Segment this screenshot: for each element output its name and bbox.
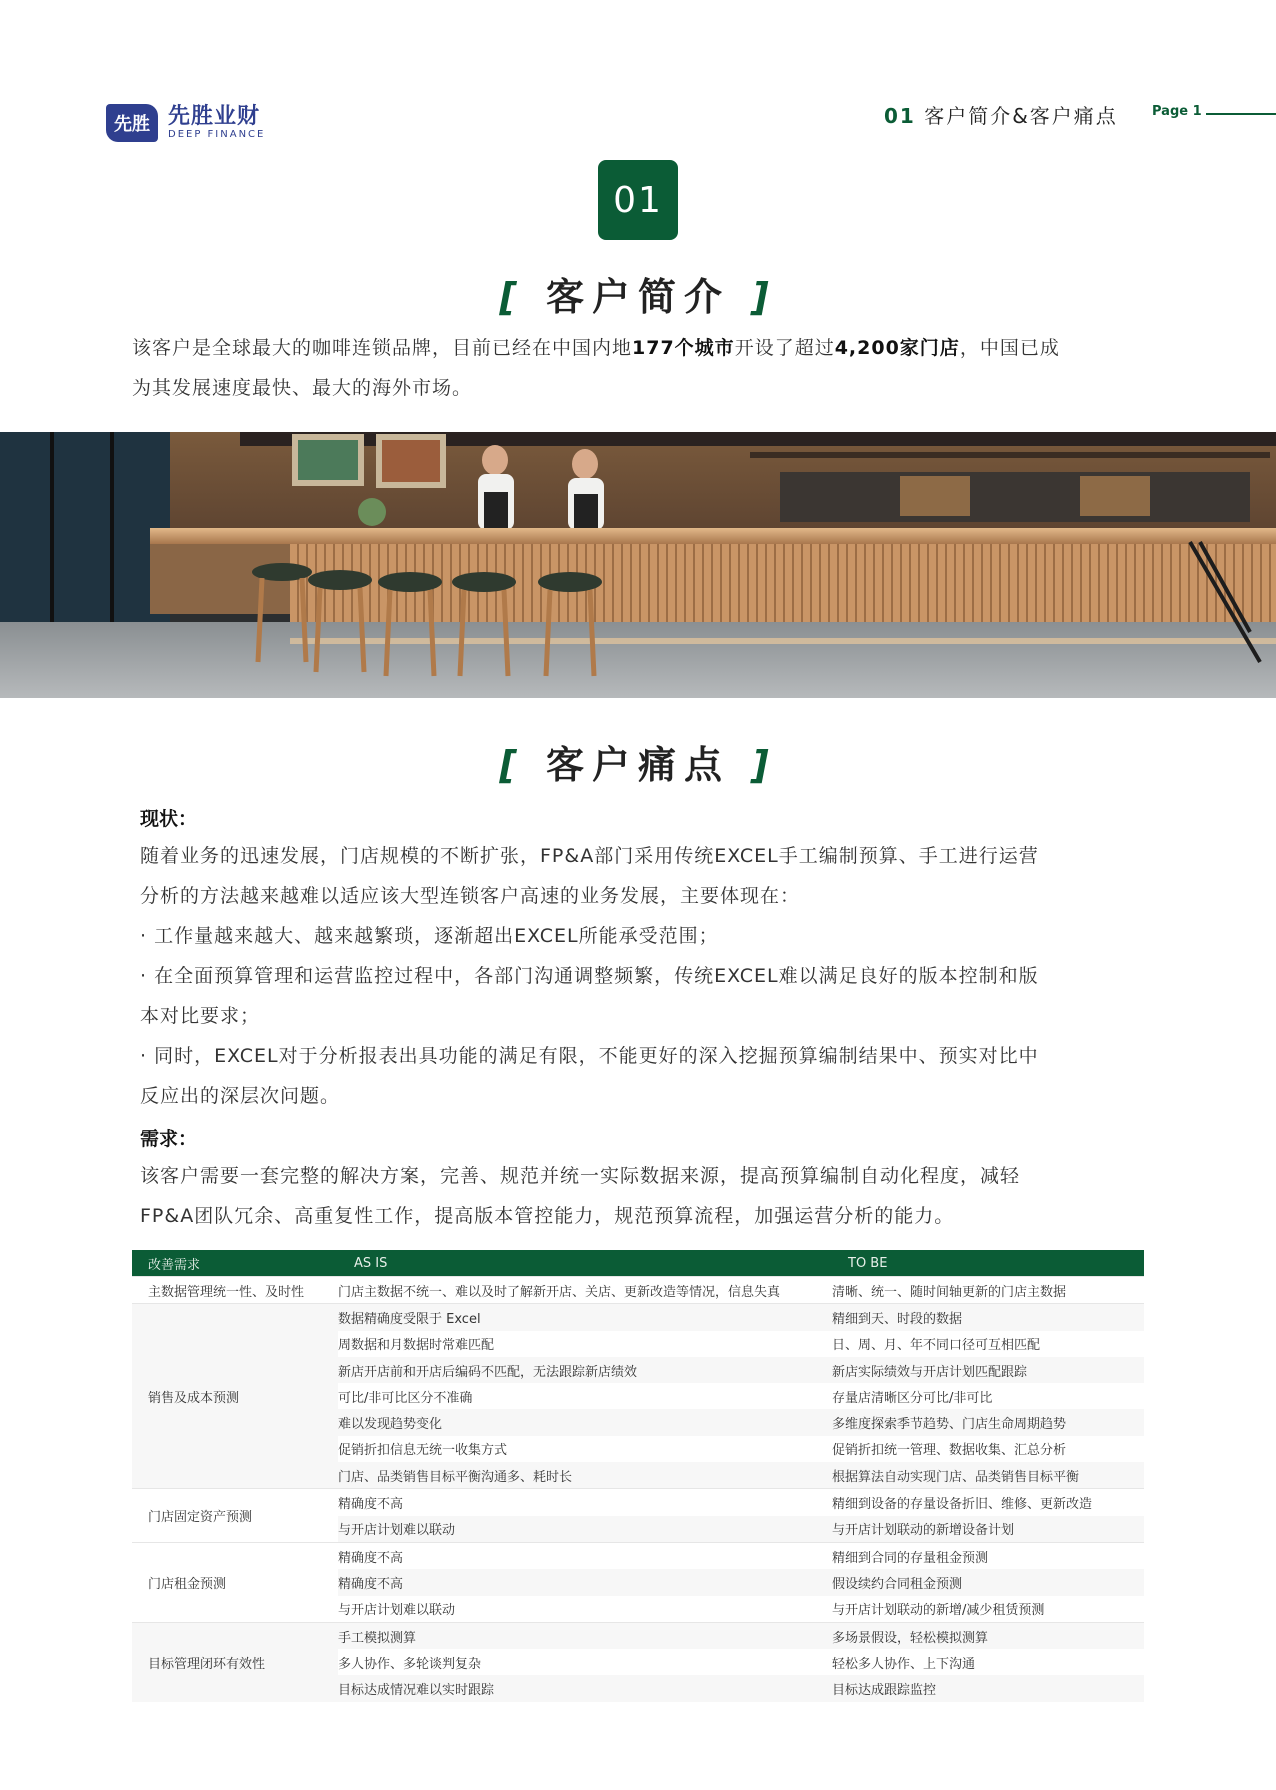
improvement-table bbox=[132, 1250, 1144, 1702]
table-header-row bbox=[132, 1250, 1144, 1277]
company-logo bbox=[106, 104, 265, 142]
to-be-cell: 轻松多人协作、上下沟通 bbox=[832, 1656, 976, 1672]
as-is-cell: 周数据和月数据时常难匹配 bbox=[338, 1338, 495, 1354]
need-label: 需求： bbox=[140, 1128, 198, 1150]
as-is-cell: 精确度不高 bbox=[338, 1489, 832, 1516]
category-cell: 目标管理闭环有效性 bbox=[132, 1622, 338, 1701]
status-line: · 在全面预算管理和运营监控过程中，各部门沟通调整频繁，传统EXCEL难以满足良好的版本控制和版 bbox=[140, 965, 1039, 987]
to-be-cell: 与开店计划联动的新增/减少租赁预测 bbox=[832, 1603, 1045, 1619]
status-paragraph bbox=[140, 836, 1150, 1116]
intro-title: [ 客户简介 ] bbox=[499, 275, 777, 319]
intro-text-3: ，中国已成 bbox=[959, 337, 1060, 359]
store-photo bbox=[0, 432, 1276, 698]
to-be-cell: 假设续约合同租金预测 bbox=[832, 1569, 1144, 1595]
need-line: 该客户需要一套完整的解决方案，完善、规范并统一实际数据来源，提高预算编制自动化程度，减轻 bbox=[140, 1165, 1021, 1187]
logo-text bbox=[168, 105, 265, 141]
intro-highlight-cities: 177个城市 bbox=[632, 337, 735, 359]
category-cell: 主数据管理统一性、及时性 bbox=[132, 1277, 338, 1304]
to-be-cell: 促销折扣统一管理、数据收集、汇总分析 bbox=[832, 1443, 1067, 1459]
need-line: FP&A团队冗余、高重复性工作，提高版本管控能力，规范预算流程，加强运营分析的能力。 bbox=[140, 1205, 955, 1227]
to-be-cell: 清晰、统一、随时间轴更新的门店主数据 bbox=[832, 1277, 1144, 1304]
page-number: Page 1 bbox=[1152, 104, 1202, 119]
table-row bbox=[132, 1622, 1144, 1649]
intro-title-text: 客户简介 bbox=[545, 275, 730, 319]
pain-title: [ 客户痛点 ] bbox=[499, 743, 777, 787]
status-line: · 同时，EXCEL对于分析报表出具功能的满足有限，不能更好的深入挖掘预算编制结果中、预实对比中 bbox=[140, 1045, 1039, 1067]
logo-mark: 先胜 bbox=[106, 104, 158, 142]
as-is-cell: 目标达成情况难以实时跟踪 bbox=[338, 1675, 832, 1701]
intro-highlight-stores: 4,200家门店 bbox=[834, 337, 960, 359]
intro-text-1: 该客户是全球最大的咖啡连锁品牌，目前已经在中国内地 bbox=[132, 337, 633, 359]
header-need: 改善需求 bbox=[132, 1250, 338, 1277]
category-cell: 销售及成本预测 bbox=[132, 1304, 338, 1489]
category-cell: 门店固定资产预测 bbox=[132, 1489, 338, 1543]
header-section-label: 客户简介&客户痛点 bbox=[924, 104, 1118, 128]
header-section-title bbox=[884, 100, 1118, 129]
as-is-cell: 门店主数据不统一、难以及时了解新开店、关店、更新改造等情况，信息失真 bbox=[338, 1277, 832, 1304]
to-be-cell: 日、周、月、年不同口径可互相匹配 bbox=[832, 1338, 1041, 1354]
to-be-cell: 目标达成跟踪监控 bbox=[832, 1675, 1144, 1701]
to-be-cell: 多场景假设，轻松模拟测算 bbox=[832, 1622, 1144, 1649]
to-be-cell: 多维度探索季节趋势、门店生命周期趋势 bbox=[832, 1409, 1144, 1435]
to-be-cell: 精细到合同的存量租金预测 bbox=[832, 1542, 1144, 1569]
as-is-cell: 手工模拟测算 bbox=[338, 1622, 832, 1649]
as-is-cell: 与开店计划难以联动 bbox=[338, 1603, 456, 1619]
header-as-is: AS IS bbox=[338, 1250, 832, 1277]
intro-line-1 bbox=[132, 328, 1152, 368]
intro-paragraph bbox=[132, 328, 1152, 408]
as-is-cell: 新店开店前和开店后编码不匹配，无法跟踪新店绩效 bbox=[338, 1357, 832, 1383]
coffee-shop-illustration bbox=[0, 432, 1276, 698]
need-paragraph bbox=[140, 1156, 1150, 1236]
as-is-cell: 促销折扣信息无统一收集方式 bbox=[338, 1443, 508, 1459]
as-is-cell: 精确度不高 bbox=[338, 1542, 832, 1569]
status-line: · 工作量越来越大、越来越繁琐，逐渐超出EXCEL所能承受范围； bbox=[140, 925, 719, 947]
to-be-cell: 存量店清晰区分可比/非可比 bbox=[832, 1390, 993, 1406]
status-line: 随着业务的迅速发展，门店规模的不断扩张，FP&A部门采用传统EXCEL手工编制预算、手工进行运营 bbox=[140, 845, 1039, 867]
as-is-cell: 多人协作、多轮谈判复杂 bbox=[338, 1656, 482, 1672]
to-be-cell: 精细到天、时段的数据 bbox=[832, 1304, 1144, 1331]
as-is-cell: 与开店计划难以联动 bbox=[338, 1516, 832, 1543]
table-row bbox=[132, 1277, 1144, 1304]
intro-line-2: 为其发展速度最快、最大的海外市场。 bbox=[132, 377, 473, 399]
status-label: 现状： bbox=[140, 808, 198, 830]
header-rule bbox=[1206, 113, 1276, 115]
logo-name-cn: 先胜业财 bbox=[168, 104, 261, 129]
table-row bbox=[132, 1304, 1144, 1331]
to-be-cell: 与开店计划联动的新增设备计划 bbox=[832, 1516, 1144, 1543]
to-be-cell: 新店实际绩效与开店计划匹配跟踪 bbox=[832, 1357, 1144, 1383]
intro-text-2: 开设了超过 bbox=[734, 337, 835, 359]
status-line: 反应出的深层次问题。 bbox=[140, 1085, 341, 1107]
as-is-cell: 数据精确度受限于 Excel bbox=[338, 1304, 832, 1331]
header-to-be: TO BE bbox=[832, 1250, 1144, 1277]
as-is-cell: 可比/非可比区分不准确 bbox=[338, 1390, 473, 1406]
status-line: 分析的方法越来越难以适应该大型连锁客户高速的业务发展，主要体现在： bbox=[140, 885, 801, 907]
to-be-cell: 根据算法自动实现门店、品类销售目标平衡 bbox=[832, 1462, 1144, 1489]
table-row bbox=[132, 1489, 1144, 1516]
to-be-cell: 精细到设备的存量设备折旧、维修、更新改造 bbox=[832, 1489, 1144, 1516]
section-badge: 01 bbox=[598, 160, 678, 240]
category-cell: 门店租金预测 bbox=[132, 1542, 338, 1622]
logo-name-en: DEEP FINANCE bbox=[168, 129, 266, 140]
table-row bbox=[132, 1542, 1144, 1569]
status-line: 本对比要求； bbox=[140, 1005, 261, 1027]
as-is-cell: 难以发现趋势变化 bbox=[338, 1409, 832, 1435]
header-section-number: 01 bbox=[884, 104, 916, 128]
pain-title-text: 客户痛点 bbox=[545, 743, 730, 787]
as-is-cell: 精确度不高 bbox=[338, 1569, 832, 1595]
as-is-cell: 门店、品类销售目标平衡沟通多、耗时长 bbox=[338, 1462, 832, 1489]
